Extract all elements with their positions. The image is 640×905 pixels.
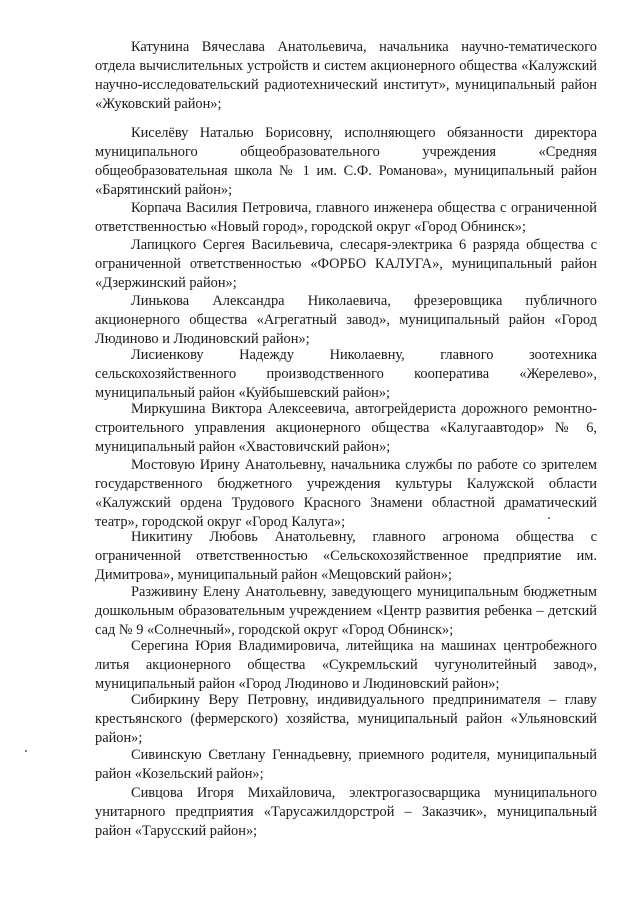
entry-text: Катунина Вячеслава Анатольевича, начальника научно-тематического отдела вычислительных устройств и систем акционерного общества «Калужский научно-исследовательский радиотехнический институт», муниципальный район «Жуковский район»; [95,39,597,112]
list-item [95,400,597,457]
entry-text: Никитину Любовь Анатольевну, главного агронома общества с ограниченной ответственностью «Сельскохозяйственное предприятие им. Димитрова», муниципальный район «Мещовский район»; [95,529,597,583]
list-item [95,784,597,841]
entry-text: Сибиркину Веру Петровну, индивидуального предпринимателя – главу крестьянского (фермерского) хозяйства, муниципальный район «Ульяновский район»; [95,692,597,746]
entry-text: Мостовую Ирину Анатольевну, начальника службы по работе со зрителем государственного бюджетного учреждения культуры Калужской области «Калужский ордена Трудового Красного Знамени областной драматический театр», городской округ «Город Калуга»; [95,457,597,530]
entry-text: Миркушина Виктора Алексеевича, автогрейдериста дорожного ремонтно-строительного управления акционерного общества «Калугаавтодор» № 6, муниципальный район «Хвастовичский район»; [95,401,597,455]
entry-text: Сивинскую Светлану Геннадьевну, приемного родителя, муниципальный район «Козельский район»; [95,747,597,782]
list-item [95,236,597,293]
entry-text: Сивцова Игоря Михайловича, электрогазосварщика муниципального унитарного предприятия «Тарусажилдорстрой – Заказчик», муниципальный район «Тарусский район»; [95,785,597,839]
entry-text: Киселёву Наталью Борисовну, исполняющего обязанности директора муниципального общеобразовательного учреждения «Средняя общеобразовательная школа № 1 им. С.Ф. Романова», муниципальный район «Барятинский район»; [95,125,597,198]
entry-text: Лапицкого Сергея Васильевича, слесаря-электрика 6 разряда общества с ограниченной ответственностью «ФОРБО КАЛУГА», муниципальный район «Дзержинский район»; [95,237,597,291]
list-item [95,346,597,403]
scan-speck [25,750,27,752]
list-item [95,124,597,200]
list-item [95,38,597,114]
scan-speck [548,517,550,519]
list-item [95,637,597,694]
entry-text: Лисиенкову Надежду Николаевну, главного зоотехника сельскохозяйственного производственного кооператива «Жерелево», муниципальный район «Куйбышевский район»; [95,347,597,401]
entry-text: Разживину Елену Анатольевну, заведующего муниципальным бюджетным дошкольным образовательным учреждением «Центр развития ребенка – детский сад № 9 «Солнечный», городской округ «Город Обнинск»; [95,584,597,638]
list-item [95,528,597,585]
entry-text: Серегина Юрия Владимировича, литейщика на машинах центробежного литья акционерного общества «Сукремльский чугунолитейный завод», муниципальный район «Город Людиново и Людиновский район»; [95,638,597,692]
entry-text: Линькова Александра Николаевича, фрезеровщика публичного акционерного общества «Агрегатный завод», муниципальный район «Город Людиново и Людиновский район»; [95,293,597,347]
list-item [95,691,597,748]
list-item [95,746,597,784]
entry-text: Корпача Василия Петровича, главного инженера общества с ограниченной ответственностью «Новый город», городской округ «Город Обнинск»; [95,200,597,235]
list-item [95,456,597,532]
list-item [95,292,597,349]
list-item [95,199,597,237]
list-item [95,583,597,640]
